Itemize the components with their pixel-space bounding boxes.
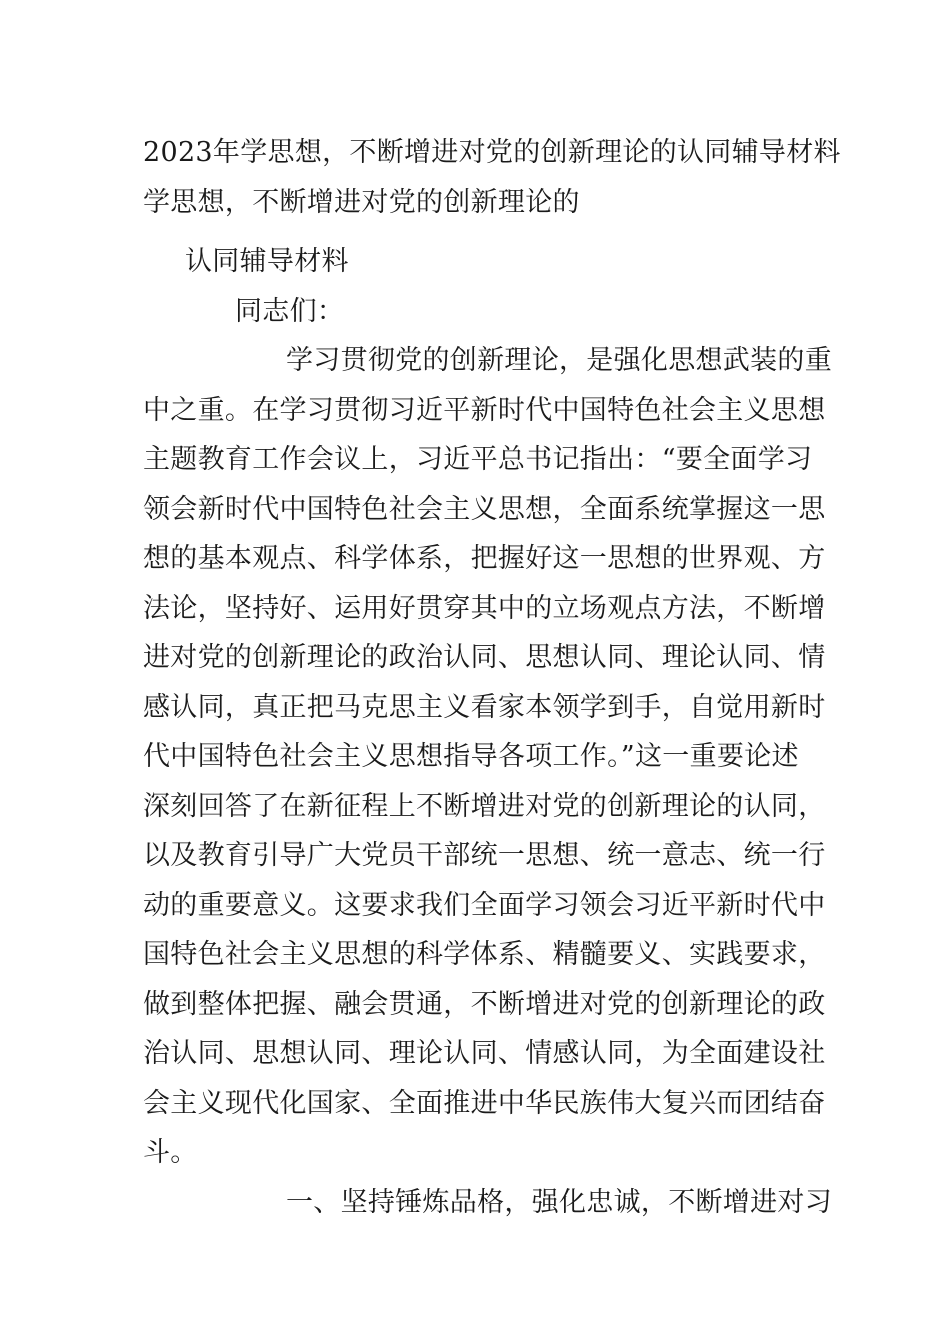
body-line: 做到整体把握、融会贯通，不断增进对党的创新理论的政 bbox=[143, 988, 826, 1020]
body-line: 深刻回答了在新征程上不断增进对党的创新理论的认同， bbox=[143, 790, 826, 822]
body-line: 感认同，真正把马克思主义看家本领学到手，自觉用新时 bbox=[143, 691, 826, 723]
body-line: 法论，坚持好、运用好贯穿其中的立场观点方法，不断增 bbox=[143, 592, 826, 624]
body-line: 代中国特色社会主义思想指导各项工作。”这一重要论述 bbox=[143, 741, 799, 772]
body-line: 主题教育工作会议上，习近平总书记指出：“要全面学习 bbox=[143, 444, 813, 475]
document-body bbox=[143, 128, 841, 1227]
title-line-1: 2023年学思想，不断增进对党的创新理论的认同辅导材料 bbox=[143, 137, 841, 168]
body-line: 治认同、思想认同、理论认同、情感认同，为全面建设社 bbox=[143, 1038, 826, 1069]
body-line: 想的基本观点、科学体系，把握好这一思想的世界观、方 bbox=[143, 543, 826, 574]
section-heading: 一、坚持锤炼品格，强化忠诚，不断增进对习 bbox=[286, 1186, 832, 1218]
title-line-2: 学思想，不断增进对党的创新理论的 bbox=[143, 186, 580, 218]
body-line: 会主义现代化国家、全面推进中华民族伟大复兴而团结奋 bbox=[143, 1087, 826, 1119]
body-line: 以及教育引导广大党员干部统一思想、统一意志、统一行 bbox=[143, 840, 826, 871]
body-line: 中之重。在学习贯彻习近平新时代中国特色社会主义思想 bbox=[143, 394, 826, 426]
body-line: 斗。 bbox=[143, 1137, 198, 1168]
body-line: 动的重要意义。这要求我们全面学习领会习近平新时代中 bbox=[143, 889, 826, 921]
body-line: 进对党的创新理论的政治认同、思想认同、理论认同、情 bbox=[143, 642, 826, 673]
salutation: 同志们： bbox=[235, 295, 345, 327]
subtitle: 认同辅导材料 bbox=[185, 246, 349, 277]
body-line: 国特色社会主义思想的科学体系、精髓要义、实践要求， bbox=[143, 939, 826, 970]
body-line: 领会新时代中国特色社会主义思想，全面系统掌握这一思 bbox=[143, 493, 826, 525]
body-line: 学习贯彻党的创新理论，是强化思想武装的重 bbox=[286, 345, 832, 376]
